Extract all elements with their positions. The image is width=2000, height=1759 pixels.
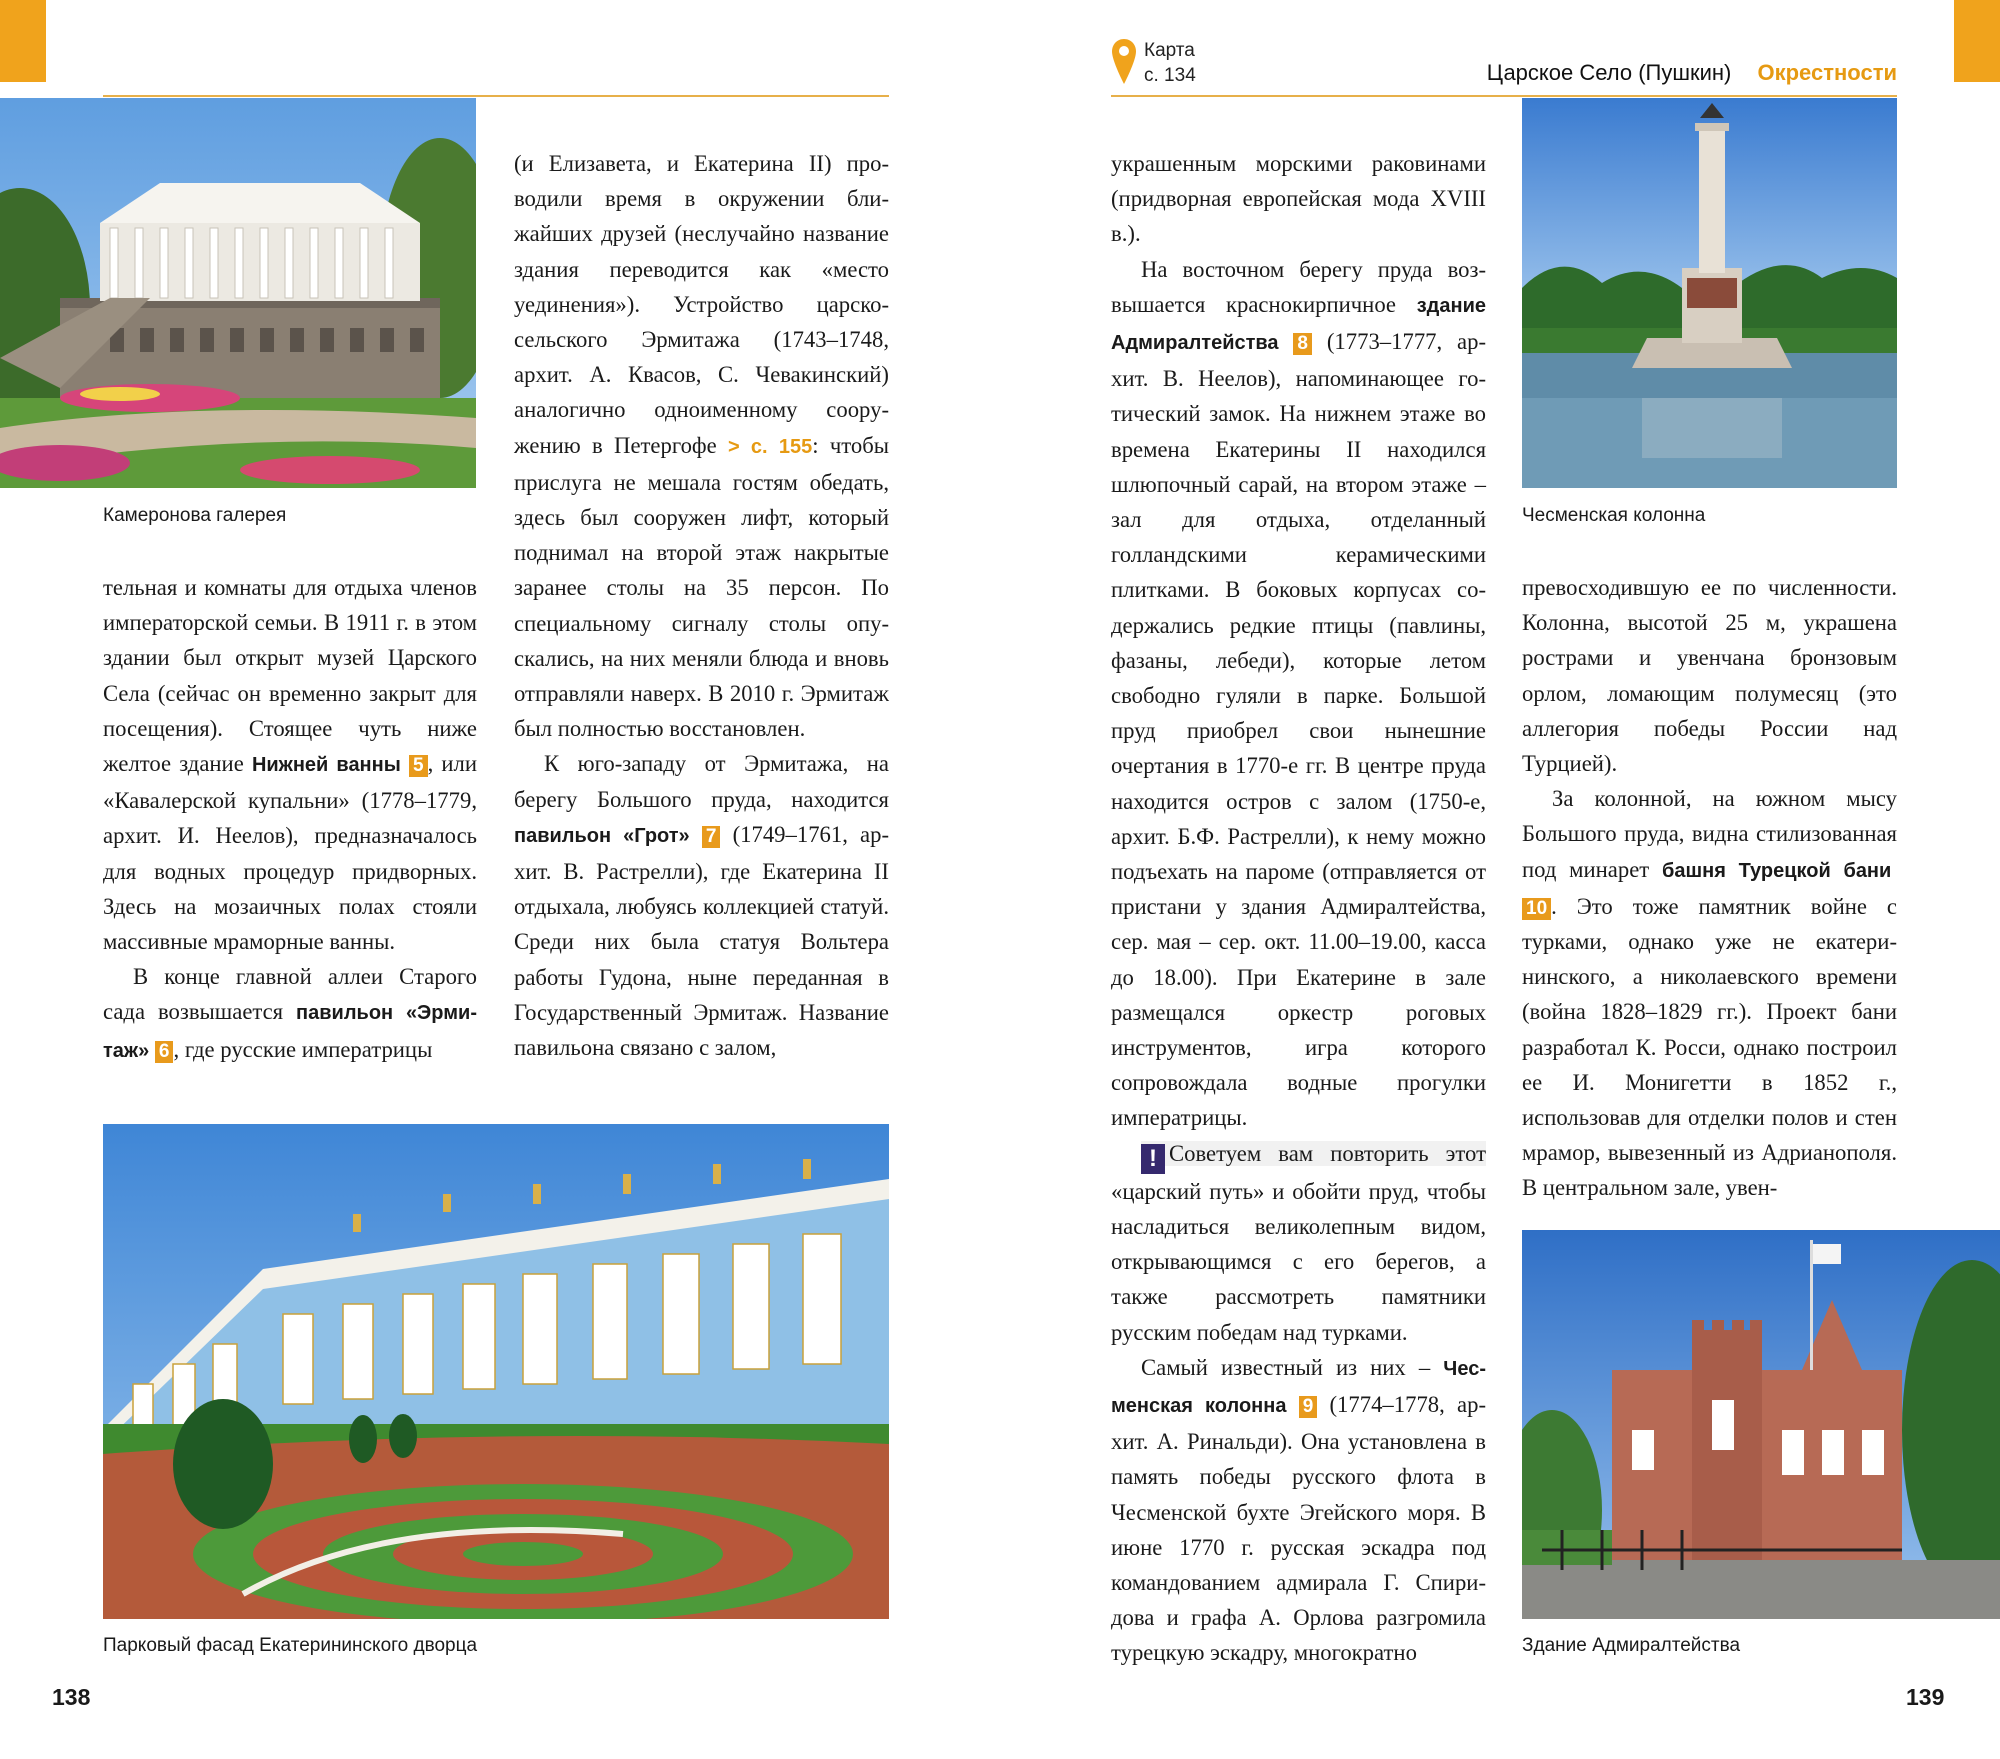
text-column-1	[103, 570, 477, 1069]
page-number-right: 139	[1906, 1684, 1945, 1710]
header-title: Царское Село (Пушкин)	[1486, 60, 1732, 85]
paragraph	[1111, 146, 1486, 252]
paragraph	[1111, 252, 1486, 1136]
tip-paragraph	[1111, 1136, 1486, 1350]
text-run: Советуем вам повторить этот	[1169, 1140, 1486, 1166]
admiralty-photo	[1522, 1230, 2000, 1619]
text-run: тельная и комнаты для отдыха членов императорской семьи. В 1911 г. в этом здании был открыт музей Царского Села (сейчас он временно закрыт для посещения). Стоящее чуть ниже желтое здание	[103, 575, 477, 777]
exclamation-icon: !	[1141, 1144, 1165, 1174]
tip-box	[1141, 1140, 1486, 1172]
marker-5: 5	[409, 755, 428, 777]
catherine-palace-photo	[103, 1124, 889, 1619]
highlight-grotto-pavilion: павильон «Грот»	[514, 824, 690, 847]
paragraph	[1522, 781, 1897, 1205]
marker-10: 10	[1522, 898, 1551, 920]
page-cross-reference[interactable]: > с. 155	[728, 435, 813, 458]
marker-8: 8	[1293, 333, 1312, 355]
map-reference[interactable]	[1144, 38, 1196, 88]
text-run: (1774–1778, архит. А. Ринальди). Она установлена в память победы русского флота в Чесменской бухте Эгейского моря. В июне 1770 г. русская эскадра под командованием адмирала Г. Спиридова и графа А. Орлова разгромила турецкую эскадру, многократно	[1111, 1391, 1487, 1666]
header-title-group	[1487, 60, 1897, 86]
text-run: (и Елизавета, и Екатерина II) проводили время в окружении ближайших друзей (неслучайно название здания переводится как «место уединения»). Устройство царскосельского Эрмитажа (1743–1748, архит. А. Квасов, С. Чевакинский) аналогично одноименному сооружению в Петергофе	[514, 151, 889, 458]
cameron-gallery-photo	[0, 98, 476, 488]
text-column-3	[1111, 146, 1486, 1671]
cameron-gallery-caption: Камеронова галерея	[103, 505, 287, 526]
text-run: За колонной, на южном мысу Большого пруда, видна стилизованная под минарет	[1522, 786, 1897, 882]
text-run: В конце главной аллеи Старого сада возвышается	[103, 964, 477, 1025]
highlight-chesme-column: Чесменская колонна	[1111, 1357, 1486, 1417]
paragraph	[103, 570, 477, 959]
map-page: с. 134	[1144, 65, 1196, 86]
catherine-palace-caption: Парковый фасад Екатерининского дворца	[103, 1635, 478, 1656]
left-header-rule	[103, 95, 889, 97]
header-section: Окрестности	[1757, 60, 1897, 85]
highlight-nizhnyaya-vanna: Нижней ванны	[251, 754, 401, 777]
text-run: (1773–1777, архит. В. Неелов), напоминающее готический замок. На нижнем этаже во времена Екатерины II находился шлюпочный сарай, на втором этаже – зал для отдыха, отделанный голландскими керамическими плитками. В боковых корпусах содержались редкие птицы (павлины, фазаны, лебеди), которые летом свободно гуляли в парке. Большой пруд приобрел свои нынешние очертания в 1770-е гг. В центре пруда находится остров с залом (1750-е, архит. Б.Ф. Растрелли), к нему можно подъехать на пароме (отправляется от пристани у здания Адмиралтейства, сер. мая – сер. окт. 11.00–19.00, касса до 18.00). При Екатерине в зале размещался оркестр роговых инструментов, игра которого сопровождала водные прогулки императрицы.	[1111, 329, 1487, 1131]
paragraph	[1522, 570, 1897, 781]
highlight-turkish-bath: башня Турецкой бани	[1662, 859, 1892, 882]
paragraph	[1111, 1350, 1486, 1671]
text-run: . Это тоже памятник войне с турками, однако уже не екатерининского, а николаевского времени (война 1828–1829 гг.). Проект бани разработал К. Росси, однако построил ее И. Монигетти в 1852 г., использовав для отделки полов и стен мрамор, вывезенный из Адрианополя. В центральном зале, увен-	[1522, 893, 1897, 1201]
text-run: : чтобы прислуга не мешала гостям обедать, здесь был сооружен лифт, который поднимал на второй этаж накрытые заранее столы на 35 персон. По специальному сигналу столы опускались, на них меняли блюда и вновь отправляли наверх. В 2010 г. Эрмитаж был полностью восстановлен.	[514, 432, 889, 742]
running-header	[1111, 40, 1897, 94]
text-run: На восточном берегу пруда возвышается краснокирпичное	[1111, 256, 1486, 317]
text-column-4	[1522, 570, 1897, 1206]
text-run: «царский путь» и обойти пруд, чтобы насладиться великолепным видом, открывающимся с его берегов, а также рассмотреть памятники русским победам над турками.	[1111, 1178, 1486, 1345]
left-color-tab	[0, 0, 46, 82]
text-column-2	[514, 146, 889, 1065]
text-run: , где русские императрицы	[173, 1036, 433, 1062]
paragraph	[514, 146, 889, 746]
admiralty-caption: Здание Адмиралтейства	[1522, 1635, 1741, 1656]
marker-9: 9	[1299, 1396, 1318, 1418]
highlight-hermitage-pavilion: павильон «Эрмитаж»	[103, 1002, 478, 1062]
text-run: , или «Кавалерской купальни» (1778–1779, архит. И. Неелов), предназначалось для водных процедур придворных. Здесь на мозаичных полах стояли массивные мраморные ванны.	[103, 751, 478, 955]
text-run: превосходившую ее по численности. Колонна, высотой 25 м, украшена рострами и увенчана бронзовым орлом, ломающим полумесяц (это аллегория победы России над Турцией).	[1522, 575, 1897, 777]
text-run: (1749–1761, архит. В. Растрелли), где Екатерина II отдыхала, любуясь коллекцией статуй. Среди них была статуя Вольтера работы Гудона, ныне переданная в Государственный Эрмитаж. Название павильона связано с залом,	[514, 821, 890, 1061]
chesme-column-photo	[1522, 98, 1897, 488]
text-run: Самый известный из них –	[1141, 1354, 1444, 1380]
map-pin-icon	[1111, 38, 1137, 86]
marker-6: 6	[155, 1041, 174, 1063]
text-run: украшенным морскими раковинами (придворная европейская мода XVIII в.).	[1111, 151, 1486, 247]
highlight-admiralty: здание Адмиралтейства	[1111, 294, 1486, 355]
text-run: К юго-западу от Эрмитажа, на берегу Большого пруда, находится	[514, 751, 889, 812]
marker-7: 7	[702, 826, 721, 848]
right-color-tab	[1954, 0, 2000, 82]
chesme-column-caption: Чесменская колонна	[1522, 505, 1706, 526]
paragraph	[514, 746, 889, 1065]
paragraph	[103, 959, 477, 1069]
map-label: Карта	[1144, 40, 1195, 61]
right-header-rule	[1111, 95, 1897, 97]
page-number-left: 138	[52, 1684, 91, 1710]
